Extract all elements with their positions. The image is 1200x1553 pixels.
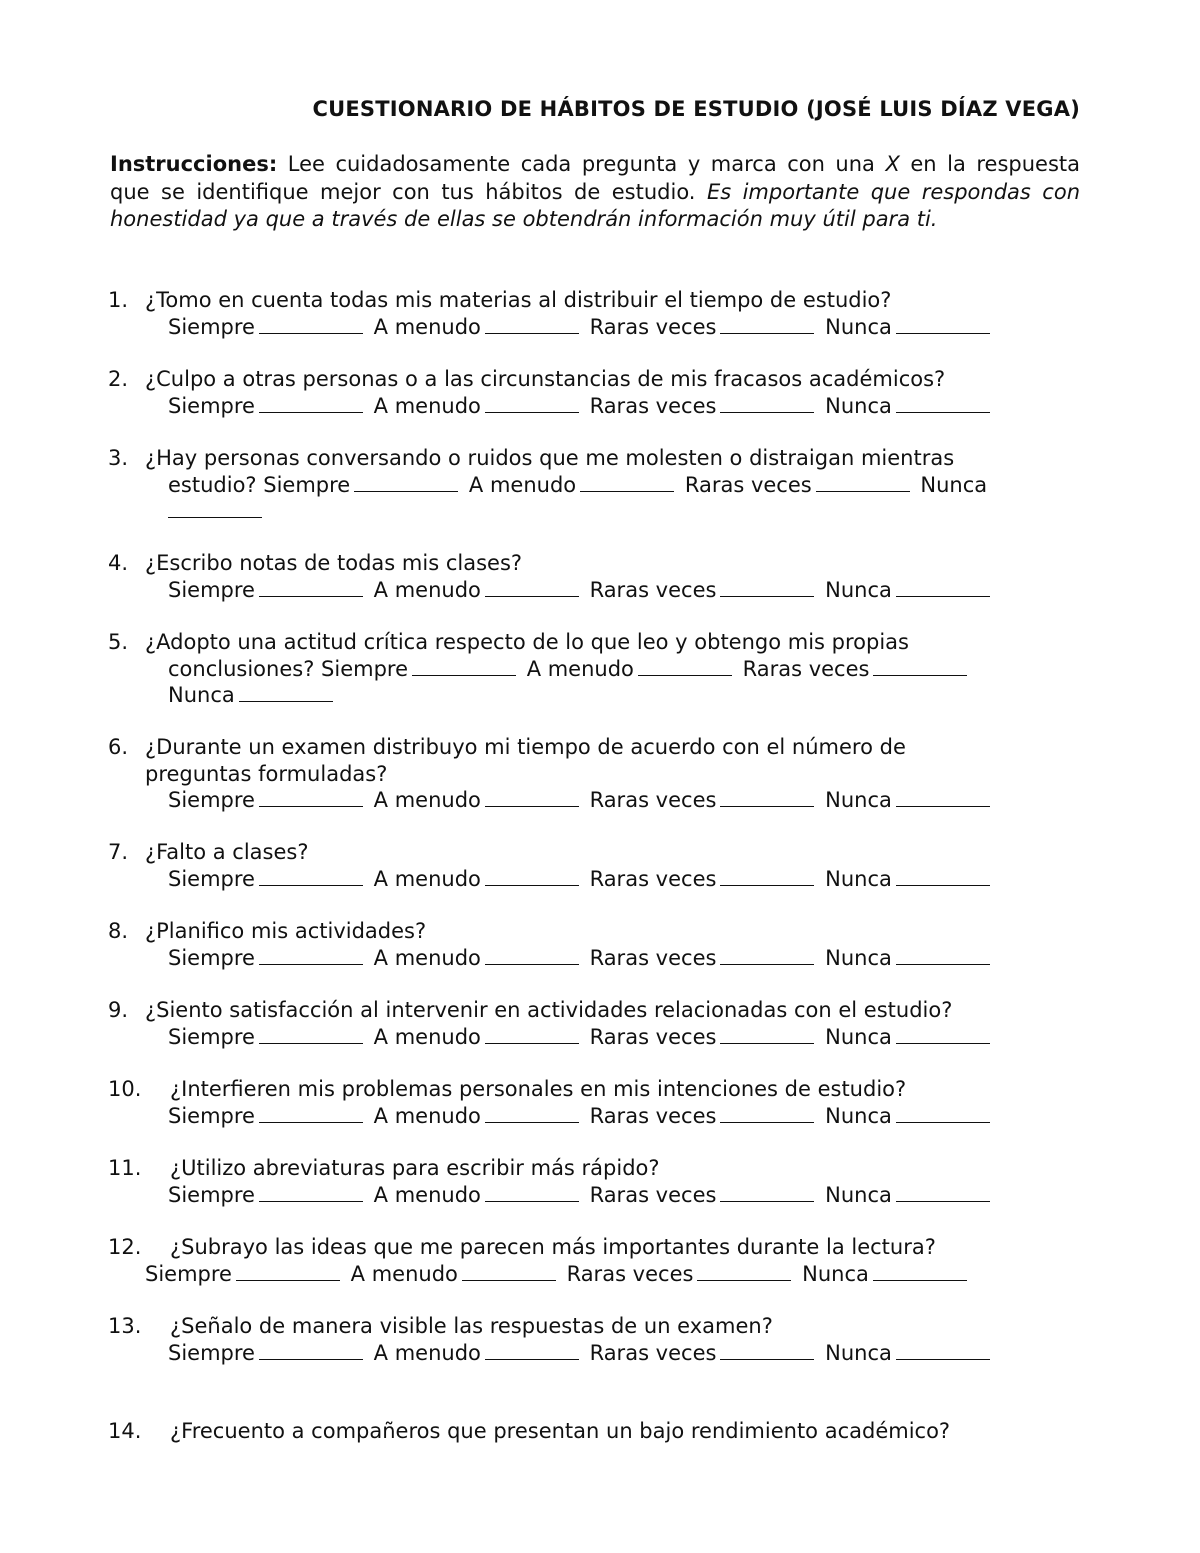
answer-blank-always[interactable] — [354, 473, 458, 492]
answer-blank-never[interactable] — [896, 1025, 990, 1044]
answer-options — [108, 1261, 1058, 1288]
option-rarely: Raras veces — [589, 1103, 717, 1128]
answer-blank-often[interactable] — [580, 473, 674, 492]
option-always: Siempre — [168, 1024, 255, 1049]
answer-blank-always[interactable] — [236, 1262, 340, 1281]
answer-blank-never[interactable] — [896, 394, 990, 413]
answer-blank-rarely[interactable] — [720, 867, 814, 886]
option-always: Siempre — [145, 1261, 232, 1286]
question-text-continued: preguntas formuladas? — [145, 761, 388, 786]
answer-blank-rarely[interactable] — [720, 946, 814, 965]
option-rarely: Raras veces — [589, 945, 717, 970]
answer-blank-often[interactable] — [485, 394, 579, 413]
question-text: ¿Interfieren mis problemas personales en mis intenciones de estudio? — [170, 1077, 907, 1101]
option-never: Nunca — [825, 945, 892, 970]
option-often: A menudo — [373, 1340, 481, 1365]
answer-blank-never[interactable] — [896, 867, 990, 886]
answer-blank-often[interactable] — [485, 1104, 579, 1123]
option-often: A menudo — [373, 314, 481, 339]
answer-blank-rarely[interactable] — [697, 1262, 791, 1281]
question-number: 3. — [108, 446, 129, 470]
answer-blank-often[interactable] — [485, 315, 579, 334]
option-often: A menudo — [373, 1182, 481, 1207]
answer-options — [108, 945, 1058, 972]
question-text: ¿Escribo notas de todas mis clases? — [145, 551, 523, 575]
answer-blank-always[interactable] — [259, 1104, 363, 1123]
question-text: ¿Frecuento a compañeros que presentan un bajo rendimiento académico? — [170, 1419, 951, 1443]
option-always: Siempre — [168, 393, 255, 418]
answer-options — [108, 787, 1058, 814]
question-number: 8. — [108, 919, 129, 943]
option-always: Siempre — [321, 656, 408, 681]
option-never: Nunca — [825, 788, 892, 812]
option-always: Siempre — [168, 945, 255, 970]
answer-blank-rarely[interactable] — [720, 1025, 814, 1044]
question-2 — [108, 366, 1058, 419]
answer-blank-always[interactable] — [259, 867, 363, 886]
instructions-x: X — [885, 152, 900, 176]
question-text: ¿Culpo a otras personas o a las circunstancias de mis fracasos académicos? — [145, 367, 946, 391]
instructions-text-2: en la respuesta que se identifique mejor con tus hábitos de estudio. — [110, 152, 1080, 204]
option-never: Nunca — [825, 577, 892, 602]
question-text: ¿Planifico mis actividades? — [145, 919, 427, 943]
question-number: 5. — [108, 630, 129, 654]
answer-blank-often[interactable] — [485, 788, 579, 807]
answer-blank-often[interactable] — [485, 1025, 579, 1044]
answer-blank-never[interactable] — [896, 1104, 990, 1123]
question-13 — [108, 1313, 1058, 1366]
option-often: A menudo — [350, 1261, 458, 1286]
question-text: ¿Durante un examen distribuyo mi tiempo de acuerdo con el número de — [145, 735, 906, 759]
option-never: Nunca — [168, 683, 235, 707]
answer-blank-never[interactable] — [896, 315, 990, 334]
answer-blank-rarely[interactable] — [720, 578, 814, 597]
question-text: ¿Adopto una actitud crítica respecto de lo que leo y obtengo mis propias — [145, 630, 909, 654]
question-text-continued: conclusiones? — [168, 656, 315, 681]
option-rarely: Raras veces — [589, 314, 717, 339]
answer-blank-always[interactable] — [412, 657, 516, 676]
option-often: A menudo — [526, 656, 634, 681]
answer-options — [108, 393, 1058, 420]
option-often: A menudo — [468, 472, 577, 497]
question-number: 12. — [108, 1235, 142, 1259]
answer-blank-rarely[interactable] — [873, 657, 967, 676]
question-text: ¿Siento satisfacción al intervenir en actividades relacionadas con el estudio? — [145, 998, 953, 1022]
question-4 — [108, 550, 1058, 603]
answer-blank-often[interactable] — [462, 1262, 556, 1281]
answer-blank-often[interactable] — [638, 657, 732, 676]
question-8 — [108, 918, 1058, 971]
question-6 — [108, 734, 1058, 814]
question-11 — [108, 1155, 1058, 1208]
option-often: A menudo — [373, 1024, 481, 1049]
question-9 — [108, 997, 1058, 1050]
option-never: Nunca — [825, 1024, 892, 1049]
question-number: 6. — [108, 735, 129, 759]
answer-blank-always[interactable] — [259, 394, 363, 413]
answer-blank-rarely[interactable] — [720, 1104, 814, 1123]
question-14 — [108, 1418, 1058, 1445]
option-never: Nunca — [802, 1261, 869, 1286]
option-never: Nunca — [825, 1340, 892, 1365]
instructions-paragraph — [110, 151, 1080, 234]
answer-options-continued — [108, 682, 1058, 709]
answer-blank-often[interactable] — [485, 867, 579, 886]
option-never: Nunca — [825, 1103, 892, 1128]
option-rarely: Raras veces — [589, 866, 717, 891]
option-always: Siempre — [168, 866, 255, 891]
page-title: CUESTIONARIO DE HÁBITOS DE ESTUDIO (JOSÉ LUIS DÍAZ VEGA) — [312, 97, 1080, 121]
question-text: ¿Falto a clases? — [145, 840, 309, 864]
option-rarely: Raras veces — [566, 1261, 694, 1286]
option-rarely: Raras veces — [589, 577, 717, 602]
question-number: 9. — [108, 998, 129, 1022]
answer-options — [108, 314, 1058, 341]
question-1 — [108, 287, 1058, 340]
option-rarely: Raras veces — [589, 393, 717, 418]
answer-options — [108, 577, 1058, 604]
option-rarely: Raras veces — [589, 1182, 717, 1207]
answer-blank-always[interactable] — [259, 1183, 363, 1202]
answer-blank-rarely[interactable] — [720, 1183, 814, 1202]
option-always: Siempre — [168, 314, 255, 339]
answer-blank-always[interactable] — [259, 1341, 363, 1360]
answer-blank-often[interactable] — [485, 946, 579, 965]
answer-blank-always[interactable] — [259, 1025, 363, 1044]
option-always: Siempre — [168, 1340, 255, 1365]
answer-blank-rarely[interactable] — [720, 315, 814, 334]
option-never: Nunca — [920, 472, 988, 497]
question-7 — [108, 839, 1058, 892]
answer-blank-often[interactable] — [485, 1183, 579, 1202]
option-never: Nunca — [825, 1182, 892, 1207]
instructions-italic: Es importante que respondas con honestidad ya que a través de ellas se obtendrán información muy útil para ti. — [110, 179, 1080, 231]
instructions-label: Instrucciones: — [110, 152, 278, 176]
question-text-continued: estudio? — [168, 472, 257, 497]
question-number: 10. — [108, 1077, 142, 1101]
answer-options — [108, 1340, 1058, 1367]
option-often: A menudo — [373, 945, 481, 970]
answer-options — [108, 1024, 1058, 1051]
question-number: 2. — [108, 367, 129, 391]
answer-options — [108, 1103, 1058, 1130]
answer-blank-rarely[interactable] — [720, 788, 814, 807]
option-always: Siempre — [168, 788, 255, 812]
option-rarely: Raras veces — [589, 1024, 717, 1049]
answer-blank-never[interactable] — [896, 788, 990, 807]
option-often: A menudo — [373, 866, 481, 891]
question-number: 7. — [108, 840, 129, 864]
option-always: Siempre — [168, 577, 255, 602]
question-number: 1. — [108, 288, 129, 312]
question-text: ¿Subrayo las ideas que me parecen más importantes durante la lectura? — [170, 1235, 936, 1259]
answer-blank-never[interactable] — [896, 1341, 990, 1360]
option-often: A menudo — [373, 788, 481, 812]
answer-options — [108, 656, 1058, 683]
answer-options — [108, 866, 1058, 893]
question-3 — [108, 445, 1058, 525]
answer-blank-always[interactable] — [259, 578, 363, 597]
option-always: Siempre — [168, 1103, 255, 1128]
question-text: ¿Utilizo abreviaturas para escribir más rápido? — [170, 1156, 660, 1180]
instructions-text: Lee cuidadosamente cada pregunta y marca con una — [277, 152, 886, 176]
answer-blank-rarely[interactable] — [720, 394, 814, 413]
answer-blank-never[interactable] — [239, 683, 333, 702]
answer-blank-always[interactable] — [259, 788, 363, 807]
question-5 — [108, 629, 1058, 709]
answer-blank-always[interactable] — [259, 946, 363, 965]
answer-blank-often[interactable] — [485, 1341, 579, 1360]
answer-blank-never[interactable] — [896, 946, 990, 965]
option-never: Nunca — [825, 866, 892, 891]
option-rarely: Raras veces — [742, 656, 870, 681]
answer-blank-never[interactable] — [873, 1262, 967, 1281]
option-never: Nunca — [825, 393, 892, 418]
question-12 — [108, 1234, 1058, 1287]
answer-blank-never[interactable] — [896, 578, 990, 597]
answer-blank-never[interactable] — [168, 499, 262, 518]
question-number: 11. — [108, 1156, 142, 1180]
question-number: 4. — [108, 551, 129, 575]
question-number: 13. — [108, 1314, 142, 1338]
answer-blank-never[interactable] — [896, 1183, 990, 1202]
option-rarely: Raras veces — [589, 1340, 717, 1365]
question-text: ¿Tomo en cuenta todas mis materias al distribuir el tiempo de estudio? — [145, 288, 892, 312]
answer-blank-rarely[interactable] — [720, 1341, 814, 1360]
answer-blank-always[interactable] — [259, 315, 363, 334]
answer-blank-often[interactable] — [485, 578, 579, 597]
answer-blank-rarely[interactable] — [816, 473, 910, 492]
option-rarely: Raras veces — [684, 472, 812, 497]
answer-options — [108, 1182, 1058, 1209]
answer-options — [108, 472, 1058, 499]
option-never: Nunca — [825, 314, 892, 339]
option-often: A menudo — [373, 577, 481, 602]
option-rarely: Raras veces — [589, 788, 717, 812]
option-often: A menudo — [373, 1103, 481, 1128]
question-text: ¿Señalo de manera visible las respuestas de un examen? — [170, 1314, 773, 1338]
answer-blank-row — [108, 498, 1058, 525]
option-always: Siempre — [263, 472, 351, 497]
question-10 — [108, 1076, 1058, 1129]
option-always: Siempre — [168, 1182, 255, 1207]
question-text: ¿Hay personas conversando o ruidos que me molesten o distraigan mientras — [145, 446, 955, 470]
option-often: A menudo — [373, 393, 481, 418]
question-number: 14. — [108, 1419, 142, 1443]
